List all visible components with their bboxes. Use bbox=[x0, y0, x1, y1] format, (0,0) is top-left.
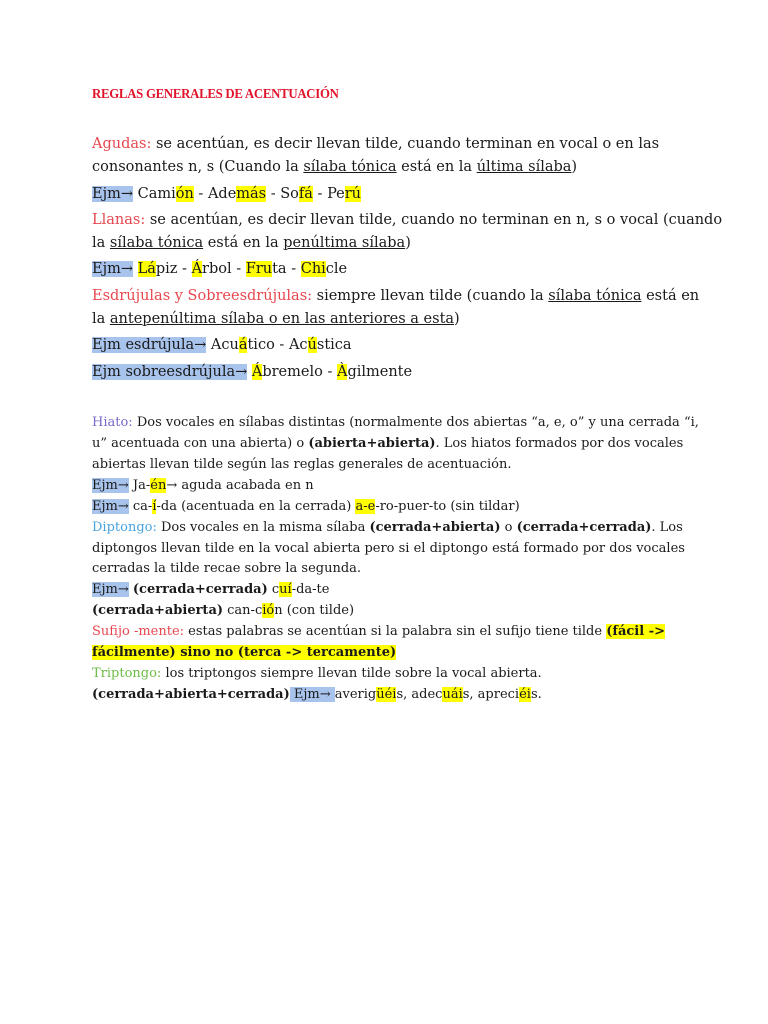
hiato-line-1: Hiato: Dos vocales en sílabas distintas (normalmente dos abiertas “a, e, o” y una cerrada “i, bbox=[92, 415, 699, 430]
diptongo-example-1: Ejm→ (cerrada+cerrada) cuí-da-te bbox=[92, 582, 330, 597]
diptongo-example-2: (cerrada+abierta) can-ción (con tilde) bbox=[92, 603, 355, 618]
diptongo-line-2: diptongos llevan tilde en la vocal abierta pero si el diptongo está formado por dos vocales bbox=[92, 541, 685, 556]
page-title: REGLAS GENERALES DE ACENTUACIÓN bbox=[92, 86, 339, 101]
triptongo-example: (cerrada+abierta+cerrada) Ejm→ averigüéis, adecuáis, apreciéis. bbox=[92, 687, 542, 702]
hiato-example-2: Ejm→ ca-í-da (acentuada en la cerrada) a-e-ro-puer-to (sin tildar) bbox=[92, 499, 520, 514]
llanas-heading: Llanas: bbox=[92, 212, 146, 228]
hiato-line-2: u” acentuada con una abierta) o (abierta+abierta). Los hiatos formados por dos vocales bbox=[92, 436, 684, 451]
hiato-line-3: abiertas llevan tilde según las reglas generales de acentuación. bbox=[92, 457, 512, 472]
esdrujulas-line-2: la antepenúltima sílaba o en las anteriores a esta) bbox=[92, 311, 460, 327]
sufijo-heading: Sufijo -mente: bbox=[92, 624, 185, 639]
triptongo-heading: Triptongo: bbox=[92, 666, 162, 681]
diptongo-heading: Diptongo: bbox=[92, 520, 157, 535]
sufijo-line-1: Sufijo -mente: estas palabras se acentúan si la palabra sin el sufijo tiene tilde (fácil -> bbox=[92, 624, 665, 639]
esdrujula-example: Ejm esdrújula→ Acuático - Acústica bbox=[92, 337, 352, 353]
llanas-line-1: Llanas: se acentúan, es decir llevan tilde, cuando no terminan en n, s o vocal (cuando bbox=[92, 212, 723, 228]
sufijo-line-2: fácilmente) sino no (terca -> tercamente) bbox=[92, 645, 397, 660]
llanas-examples: Ejm→ Lápiz - Árbol - Fruta - Chicle bbox=[92, 261, 348, 277]
agudas-line-1: Agudas: se acentúan, es decir llevan tilde, cuando terminan en vocal o en las bbox=[92, 136, 660, 152]
esdrujulas-line-1: Esdrújulas y Sobreesdrújulas: siempre llevan tilde (cuando la sílaba tónica está en bbox=[92, 288, 700, 304]
hiato-example-1: Ejm→ Ja-én→ aguda acabada en n bbox=[92, 478, 314, 493]
agudas-examples: Ejm→ Camión - Además - Sofá - Perú bbox=[92, 186, 362, 202]
diptongo-line-1: Diptongo: Dos vocales en la misma sílaba (cerrada+abierta) o (cerrada+cerrada). Los bbox=[92, 520, 683, 535]
triptongo-line-1: Triptongo: los triptongos siempre llevan tilde sobre la vocal abierta. bbox=[92, 666, 542, 681]
sobreesdrujula-example: Ejm sobreesdrújula→ Ábremelo - Àgilmente bbox=[92, 364, 413, 380]
hiato-heading: Hiato: bbox=[92, 415, 133, 430]
llanas-line-2: la sílaba tónica está en la penúltima sílaba) bbox=[92, 235, 411, 251]
agudas-line-2: consonantes n, s (Cuando la sílaba tónica está en la última sílaba) bbox=[92, 159, 578, 175]
diptongo-line-3: cerradas la tilde recae sobre la segunda. bbox=[92, 561, 362, 576]
esdrujulas-heading: Esdrújulas y Sobreesdrújulas: bbox=[92, 288, 313, 304]
agudas-heading: Agudas: bbox=[92, 136, 152, 152]
